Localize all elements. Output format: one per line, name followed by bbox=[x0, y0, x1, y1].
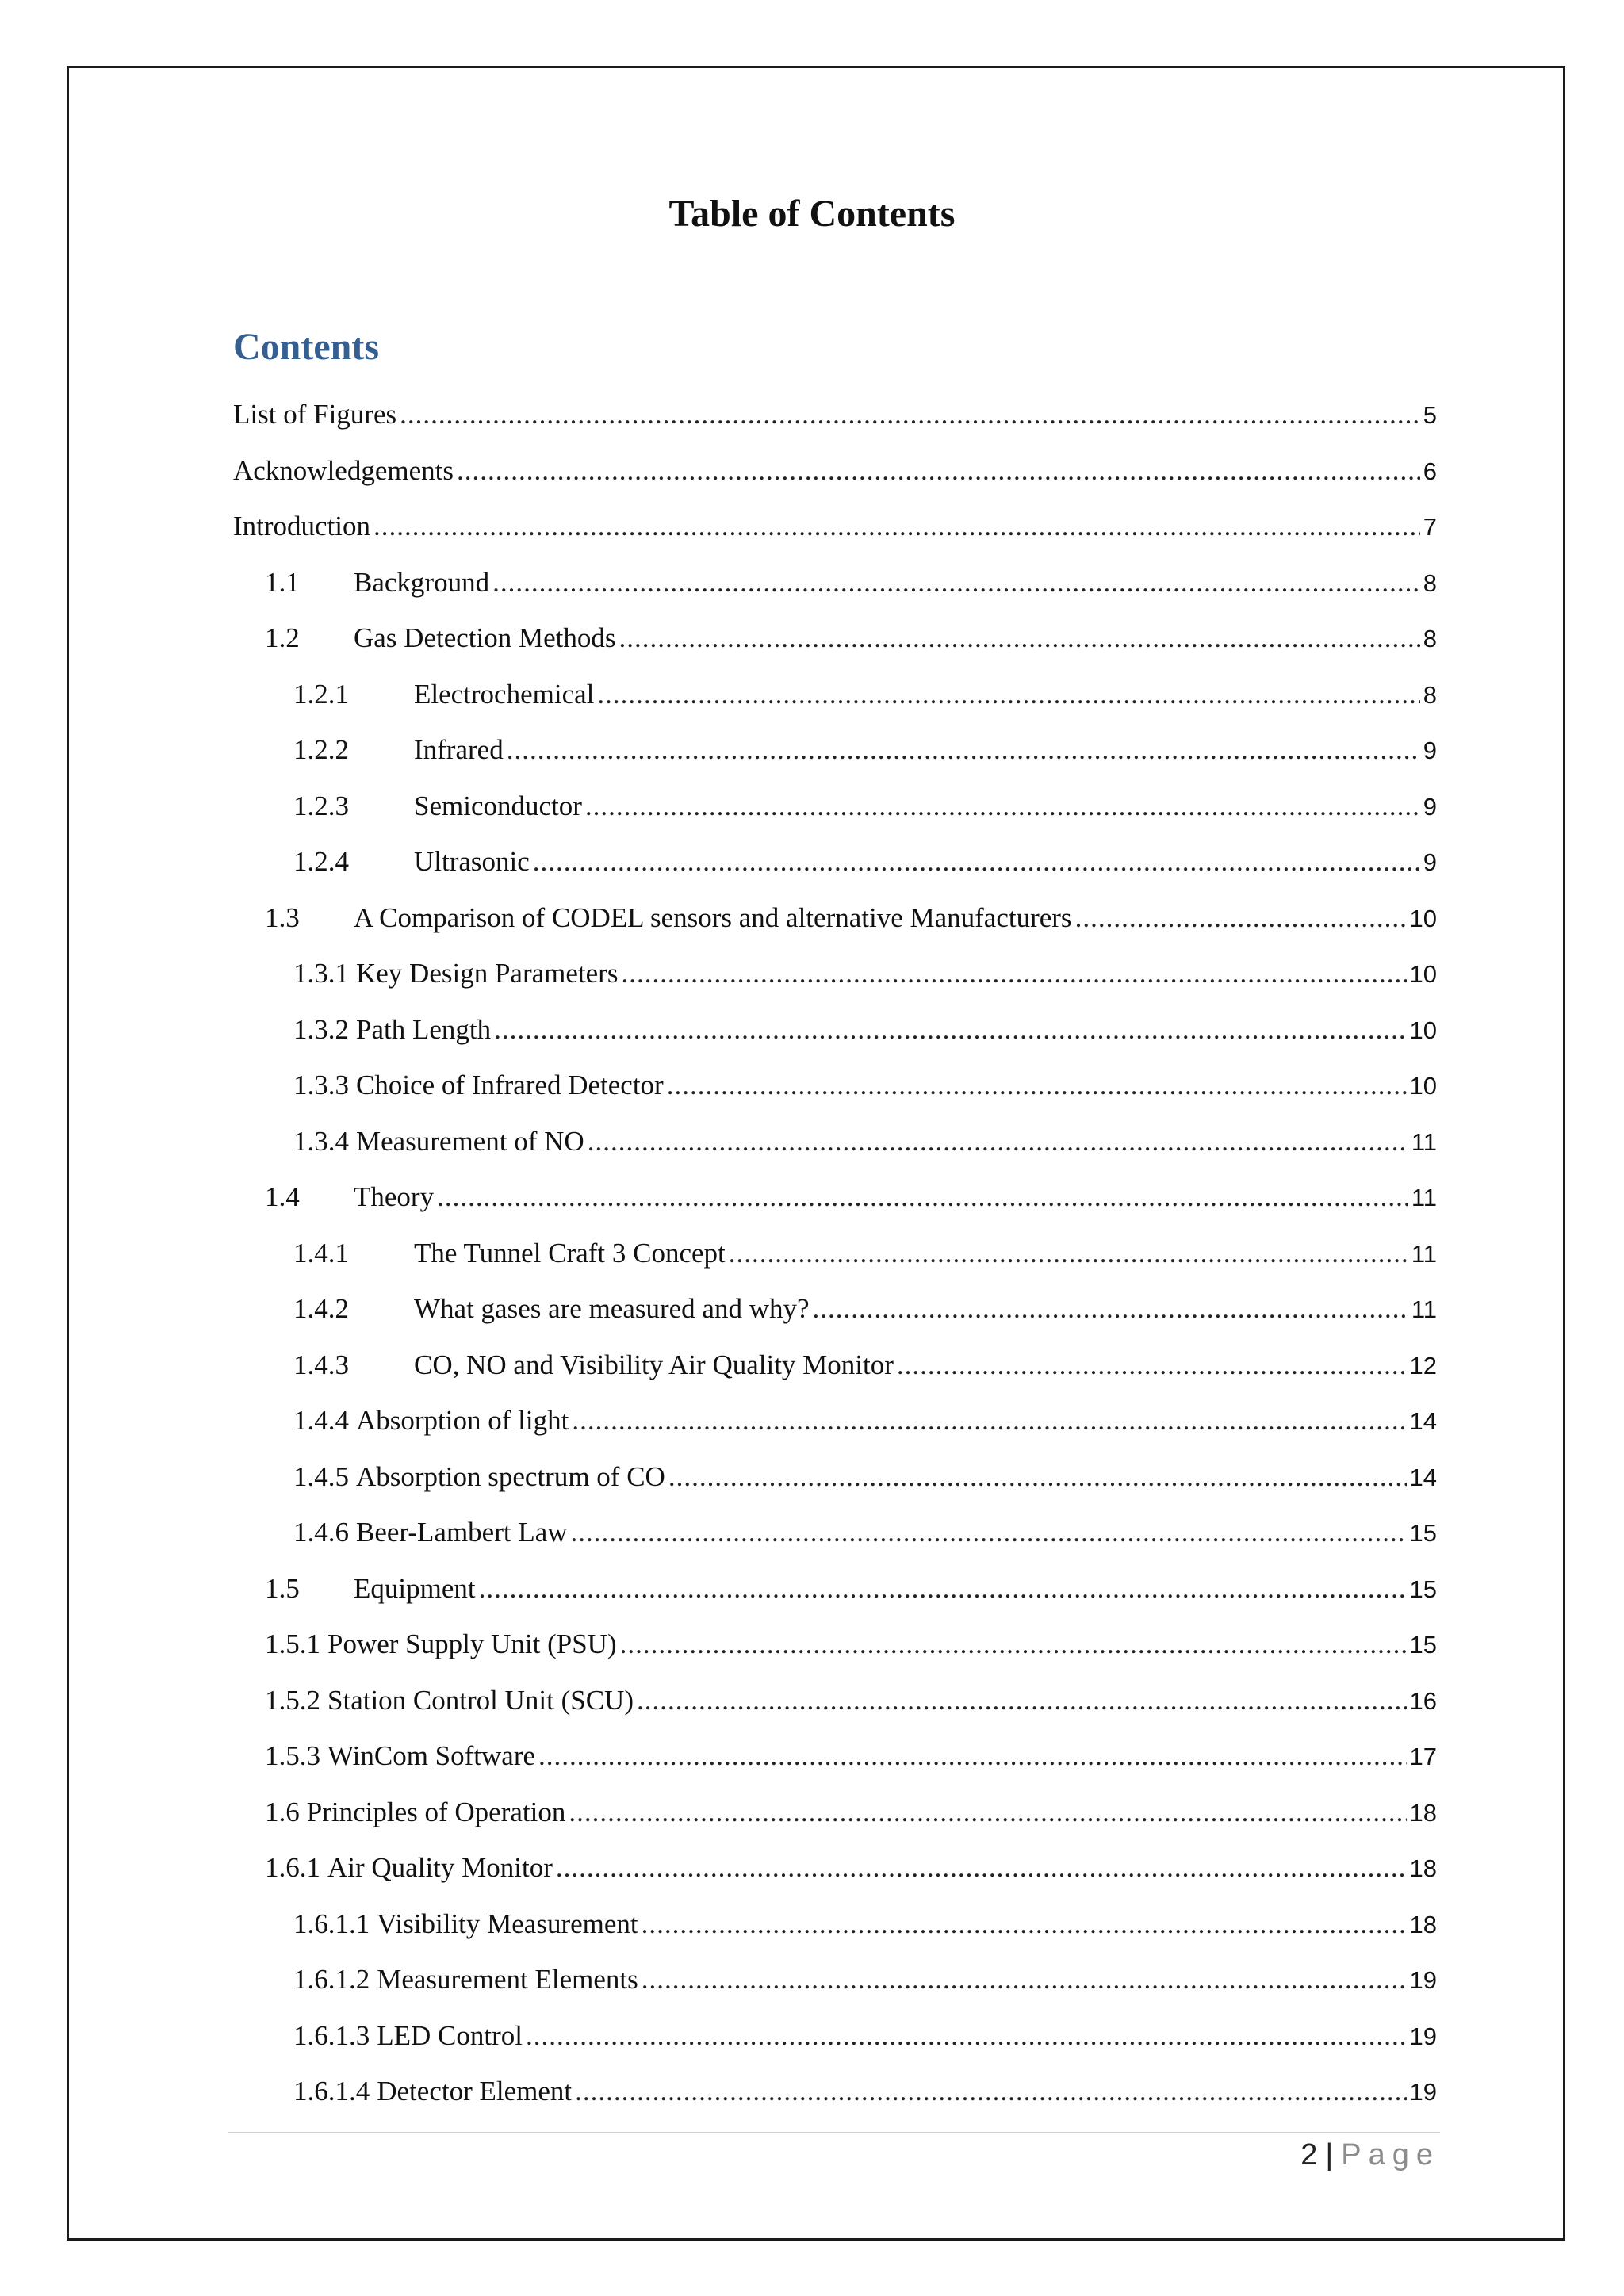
toc-entry[interactable] bbox=[293, 1457, 1437, 1497]
toc-entry-page: 19 bbox=[1409, 1966, 1437, 1994]
toc-entry-title: A Comparison of CODEL sensors and alternative Manufacturers bbox=[354, 902, 1072, 933]
toc-entry-title: Path Length bbox=[356, 1014, 492, 1045]
toc-entry-number: 1.3.3 bbox=[293, 1070, 349, 1100]
toc-entry-number: 1.2.4 bbox=[293, 846, 349, 877]
toc-entry-title: Electrochemical bbox=[414, 679, 595, 710]
toc-entry-title: List of Figures bbox=[233, 399, 397, 430]
toc-entry[interactable] bbox=[293, 1066, 1437, 1105]
toc-entry-page: 10 bbox=[1409, 1016, 1437, 1044]
toc-entry-number: 1.6.1.4 bbox=[293, 2076, 370, 2107]
toc-entry-page: 16 bbox=[1409, 1687, 1437, 1715]
toc-entry-number: 1.6.1 bbox=[265, 1852, 320, 1883]
toc-entry-title: Measurement of NO bbox=[356, 1126, 584, 1157]
toc-entry-page: 9 bbox=[1423, 737, 1437, 764]
toc-dot-leader bbox=[507, 730, 1420, 770]
toc-entry-page: 11 bbox=[1411, 1128, 1437, 1156]
toc-entry[interactable] bbox=[265, 898, 1437, 938]
toc-entry-number: 1.6.1.2 bbox=[293, 1964, 370, 1995]
toc-entry[interactable] bbox=[265, 1177, 1437, 1217]
footer-divider bbox=[228, 2132, 1440, 2133]
toc-entry-title: What gases are measured and why? bbox=[414, 1293, 810, 1324]
toc-entry-number: 1.3 bbox=[265, 902, 300, 933]
toc-dot-leader bbox=[571, 1513, 1407, 1552]
toc-entry-page: 14 bbox=[1409, 1464, 1437, 1491]
toc-entry-page: 7 bbox=[1423, 513, 1437, 541]
toc-entry-page: 18 bbox=[1409, 1854, 1437, 1882]
toc-dot-leader bbox=[526, 2016, 1407, 2056]
toc-entry[interactable] bbox=[293, 1513, 1437, 1552]
toc-dot-leader bbox=[619, 618, 1419, 658]
toc-entry[interactable] bbox=[293, 1289, 1437, 1329]
toc-entry[interactable] bbox=[293, 842, 1437, 882]
toc-entry-page: 19 bbox=[1409, 2022, 1437, 2050]
toc-entry[interactable] bbox=[293, 675, 1437, 714]
toc-entry[interactable] bbox=[265, 1569, 1437, 1609]
toc-entry[interactable] bbox=[293, 2016, 1437, 2056]
contents-heading: Contents bbox=[233, 326, 380, 368]
toc-entry-page: 15 bbox=[1409, 1631, 1437, 1659]
toc-entry-number: 1.5.3 bbox=[265, 1740, 320, 1771]
toc-entry-number: 1.2 bbox=[265, 622, 300, 653]
toc-entry-title: Beer-Lambert Law bbox=[356, 1517, 568, 1548]
toc-entry-title: Infrared bbox=[414, 734, 504, 765]
toc-entry-number: 1.4.3 bbox=[293, 1349, 349, 1380]
toc-entry[interactable] bbox=[293, 1904, 1437, 1944]
toc-dot-leader bbox=[597, 675, 1419, 714]
toc-dot-leader bbox=[897, 1345, 1407, 1385]
toc-entry[interactable] bbox=[265, 618, 1437, 658]
toc-entry-number: 1.4 bbox=[265, 1181, 300, 1212]
toc-entry-title: Station Control Unit (SCU) bbox=[327, 1685, 634, 1716]
toc-dot-leader bbox=[479, 1569, 1407, 1609]
toc-entry-number: 1.3.2 bbox=[293, 1014, 349, 1045]
toc-entry-page: 9 bbox=[1423, 793, 1437, 821]
toc-entry-title: Equipment bbox=[354, 1573, 476, 1604]
toc-dot-leader bbox=[400, 395, 1420, 434]
toc-entry-page: 10 bbox=[1409, 960, 1437, 988]
toc-entry-number: 1.2.3 bbox=[293, 790, 349, 821]
footer-page-number: 2 bbox=[1300, 2138, 1318, 2172]
page-title: Table of Contents bbox=[668, 193, 956, 235]
toc-dot-leader bbox=[642, 1904, 1407, 1944]
toc-entry-page: 18 bbox=[1409, 1911, 1437, 1938]
toc-entry-page: 15 bbox=[1409, 1519, 1437, 1547]
toc-entry-number: 1.6.1.3 bbox=[293, 2020, 370, 2051]
toc-entry[interactable] bbox=[265, 1736, 1437, 1776]
toc-entry[interactable] bbox=[293, 1122, 1437, 1161]
toc-entry-page: 15 bbox=[1409, 1575, 1437, 1603]
toc-entry-page: 14 bbox=[1409, 1407, 1437, 1435]
toc-entry[interactable] bbox=[293, 1960, 1437, 1999]
toc-dot-leader bbox=[373, 507, 1420, 546]
toc-entry[interactable] bbox=[293, 1234, 1437, 1273]
toc-dot-leader bbox=[492, 563, 1420, 603]
toc-entry-title: Absorption of light bbox=[356, 1405, 569, 1436]
toc-dot-leader bbox=[538, 1736, 1406, 1776]
toc-entry-page: 9 bbox=[1423, 848, 1437, 876]
toc-entry-title: Gas Detection Methods bbox=[354, 622, 616, 653]
toc-entry[interactable] bbox=[293, 1401, 1437, 1441]
toc-entry-number: 1.4.5 bbox=[293, 1461, 349, 1492]
toc-entry-title: Air Quality Monitor bbox=[327, 1852, 553, 1883]
toc-entry-title: Theory bbox=[354, 1181, 435, 1212]
toc-entry-number: 1.3.1 bbox=[293, 958, 349, 989]
toc-entry-page: 8 bbox=[1423, 625, 1437, 652]
toc-entry-number: 1.6 bbox=[265, 1797, 300, 1827]
toc-dot-leader bbox=[585, 786, 1420, 826]
toc-entry[interactable] bbox=[265, 1848, 1437, 1888]
toc-entry-page: 11 bbox=[1411, 1240, 1437, 1268]
toc-dot-leader bbox=[668, 1457, 1407, 1497]
toc-entry-number: 1.2.1 bbox=[293, 679, 349, 710]
toc-dot-leader bbox=[1075, 898, 1407, 938]
toc-dot-leader bbox=[667, 1066, 1407, 1105]
toc-dot-leader bbox=[621, 954, 1406, 993]
toc-entry-page: 10 bbox=[1409, 905, 1437, 932]
toc-entry[interactable] bbox=[233, 395, 1437, 434]
toc-entry-title: The Tunnel Craft 3 Concept bbox=[414, 1238, 726, 1269]
toc-entry-number: 1.2.2 bbox=[293, 734, 349, 765]
toc-dot-leader bbox=[729, 1234, 1408, 1273]
toc-entry-page: 19 bbox=[1409, 2078, 1437, 2106]
footer-page-word: Page bbox=[1341, 2138, 1440, 2172]
toc-entry-number: 1.5 bbox=[265, 1573, 300, 1604]
toc-entry-number: 1.3.4 bbox=[293, 1126, 349, 1157]
toc-entry[interactable] bbox=[265, 1793, 1437, 1832]
toc-entry-title: Acknowledgements bbox=[233, 455, 454, 486]
toc-entry-title: CO, NO and Visibility Air Quality Monitor bbox=[414, 1349, 894, 1380]
page-footer bbox=[1300, 2135, 1440, 2175]
toc-entry[interactable] bbox=[265, 563, 1437, 603]
toc-entry[interactable] bbox=[265, 1681, 1437, 1720]
toc-entry-number: 1.4.4 bbox=[293, 1405, 349, 1436]
toc-entry-title: Principles of Operation bbox=[306, 1797, 566, 1827]
toc-entry[interactable] bbox=[293, 2072, 1437, 2111]
toc-entry[interactable] bbox=[293, 730, 1437, 770]
toc-entry-page: 10 bbox=[1409, 1072, 1437, 1100]
toc-dot-leader bbox=[457, 451, 1420, 491]
footer-separator: | bbox=[1325, 2138, 1334, 2172]
toc-entry-page: 11 bbox=[1411, 1184, 1437, 1211]
toc-entry-title: Background bbox=[354, 567, 490, 598]
toc-entry[interactable] bbox=[233, 507, 1437, 546]
toc-entry-title: Power Supply Unit (PSU) bbox=[327, 1628, 617, 1659]
toc-entry-page: 17 bbox=[1409, 1743, 1437, 1770]
toc-dot-leader bbox=[813, 1289, 1408, 1329]
toc-entry-number: 1.4.2 bbox=[293, 1293, 349, 1324]
toc-entry-number: 1.6.1.1 bbox=[293, 1908, 370, 1939]
toc-entry-number: 1.1 bbox=[265, 567, 300, 598]
toc-dot-leader bbox=[620, 1624, 1407, 1664]
toc-entry-title: Absorption spectrum of CO bbox=[356, 1461, 665, 1492]
toc-entry-title: Key Design Parameters bbox=[356, 958, 619, 989]
toc-entry-title: Ultrasonic bbox=[414, 846, 530, 877]
toc-entry[interactable] bbox=[293, 1345, 1437, 1385]
toc-entry-title: Measurement Elements bbox=[377, 1964, 638, 1995]
toc-dot-leader bbox=[437, 1177, 1408, 1217]
toc-entry-page: 5 bbox=[1423, 401, 1437, 429]
toc-entry-page: 6 bbox=[1423, 457, 1437, 485]
toc-dot-leader bbox=[556, 1848, 1407, 1888]
toc-dot-leader bbox=[642, 1960, 1407, 1999]
toc-dot-leader bbox=[572, 1401, 1406, 1441]
toc-entry-page: 12 bbox=[1409, 1352, 1437, 1380]
toc-entry-title: Semiconductor bbox=[414, 790, 582, 821]
toc-entry[interactable] bbox=[293, 1010, 1437, 1050]
toc-entry-title: LED Control bbox=[377, 2020, 523, 2051]
toc-entry-number: 1.4.6 bbox=[293, 1517, 349, 1548]
toc-entry-title: Detector Element bbox=[377, 2076, 573, 2107]
toc-dot-leader bbox=[569, 1793, 1406, 1832]
toc-entry-number: 1.4.1 bbox=[293, 1238, 349, 1269]
toc-entry-title: Introduction bbox=[233, 511, 371, 541]
toc-dot-leader bbox=[588, 1122, 1408, 1161]
toc-entry-number: 1.5.2 bbox=[265, 1685, 320, 1716]
toc-entry-page: 8 bbox=[1423, 681, 1437, 709]
toc-dot-leader bbox=[494, 1010, 1406, 1050]
toc-entry-title: Visibility Measurement bbox=[377, 1908, 638, 1939]
toc-entry-page: 8 bbox=[1423, 569, 1437, 597]
toc-entry[interactable] bbox=[233, 451, 1437, 491]
toc-entry-title: Choice of Infrared Detector bbox=[356, 1070, 664, 1100]
toc-entry-page: 11 bbox=[1411, 1295, 1437, 1323]
toc-entry[interactable] bbox=[293, 786, 1437, 826]
toc-dot-leader bbox=[533, 842, 1420, 882]
toc-dot-leader bbox=[575, 2072, 1406, 2111]
toc-entry-number: 1.5.1 bbox=[265, 1628, 320, 1659]
toc-entry-title: WinCom Software bbox=[327, 1740, 536, 1771]
toc-entry-page: 18 bbox=[1409, 1799, 1437, 1827]
toc-dot-leader bbox=[637, 1681, 1407, 1720]
toc-entry[interactable] bbox=[265, 1624, 1437, 1664]
toc-entry[interactable] bbox=[293, 954, 1437, 993]
